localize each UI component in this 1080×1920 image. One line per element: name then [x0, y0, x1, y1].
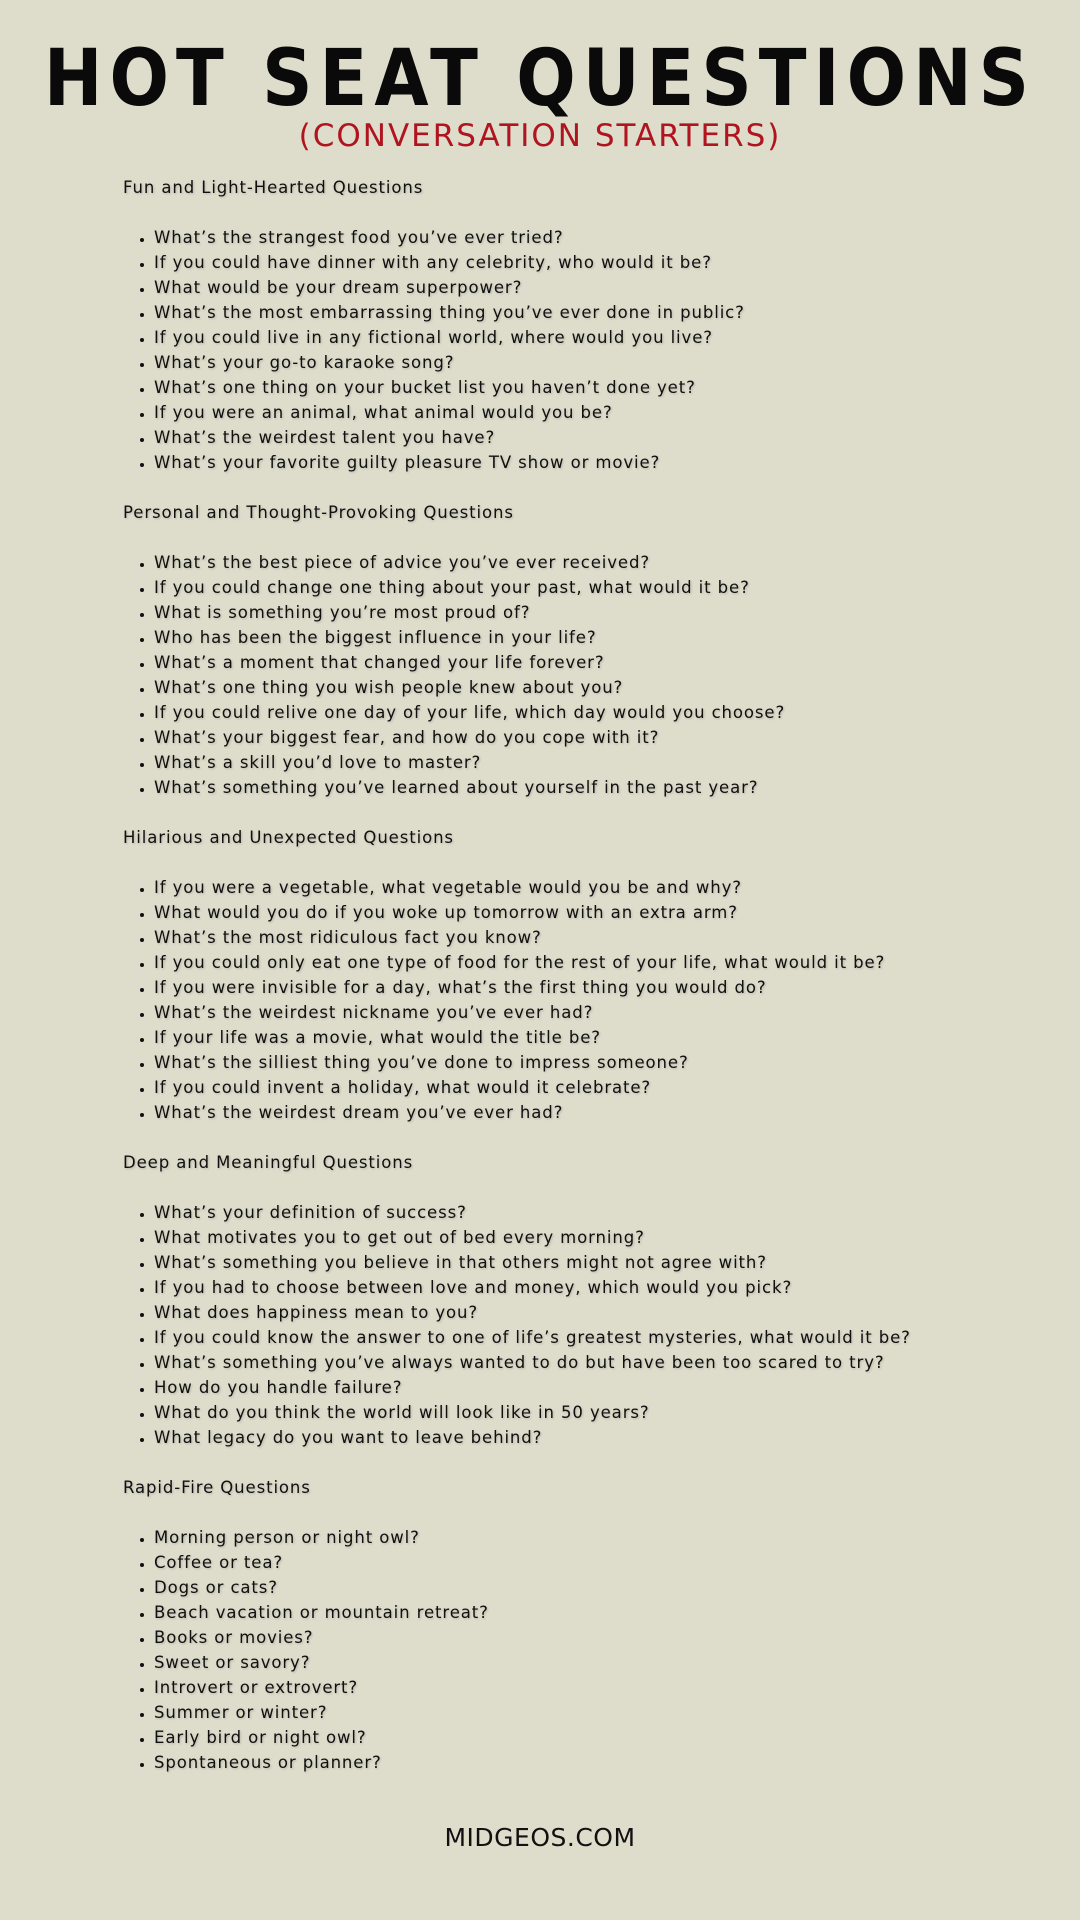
section-heading: Rapid-Fire Questions — [123, 1478, 311, 1497]
list-item: • What’s your biggest fear, and how do you cope with it? — [154, 725, 1043, 750]
section-hilarious-unexpected — [123, 825, 1043, 1125]
list-item: • What’s the best piece of advice you’ve ever received? — [154, 550, 1043, 575]
list-item: • If you could know the answer to one of life’s greatest mysteries, what would it be? — [154, 1325, 1043, 1350]
list-item: • If you could invent a holiday, what would it celebrate? — [154, 1075, 1043, 1100]
list-item: • Books or movies? — [154, 1625, 1043, 1650]
list-item: • What does happiness mean to you? — [154, 1300, 1043, 1325]
list-item: • Spontaneous or planner? — [154, 1750, 1043, 1775]
section-rapid-fire — [123, 1475, 1043, 1775]
question-list — [123, 1200, 1043, 1450]
section-heading: Deep and Meaningful Questions — [123, 1153, 414, 1172]
list-item: • What’s your favorite guilty pleasure TV show or movie? — [154, 450, 1043, 475]
list-item: • What’s the most ridiculous fact you know? — [154, 925, 1043, 950]
question-list — [123, 875, 1043, 1125]
list-item: • What legacy do you want to leave behind? — [154, 1425, 1043, 1450]
list-item: • What’s something you’ve always wanted to do but have been too scared to try? — [154, 1350, 1043, 1375]
list-item: • What’s a skill you’d love to master? — [154, 750, 1043, 775]
list-item: • What’s the weirdest nickname you’ve ever had? — [154, 1000, 1043, 1025]
list-item: • Dogs or cats? — [154, 1575, 1043, 1600]
list-item: • Summer or winter? — [154, 1700, 1043, 1725]
list-item: • Sweet or savory? — [154, 1650, 1043, 1675]
list-item: • Beach vacation or mountain retreat? — [154, 1600, 1043, 1625]
list-item: • What’s something you believe in that others might not agree with? — [154, 1250, 1043, 1275]
question-list — [123, 225, 1043, 475]
list-item: • If you could change one thing about your past, what would it be? — [154, 575, 1043, 600]
list-item: • What’s one thing you wish people knew about you? — [154, 675, 1043, 700]
list-item: • What’s the most embarrassing thing you’ve ever done in public? — [154, 300, 1043, 325]
list-item: • If you were an animal, what animal would you be? — [154, 400, 1043, 425]
list-item: • What would be your dream superpower? — [154, 275, 1043, 300]
list-item: • What’s the weirdest talent you have? — [154, 425, 1043, 450]
list-item: • What do you think the world will look like in 50 years? — [154, 1400, 1043, 1425]
site-footer: MIDGEOS.COM — [444, 1823, 636, 1852]
section-deep-meaningful — [123, 1150, 1043, 1450]
list-item: • What’s the weirdest dream you’ve ever had? — [154, 1100, 1043, 1125]
list-item: • If you could live in any fictional world, where would you live? — [154, 325, 1043, 350]
list-item: • What’s the strangest food you’ve ever tried? — [154, 225, 1043, 250]
list-item: • If your life was a movie, what would the title be? — [154, 1025, 1043, 1050]
page-subtitle: (CONVERSATION STARTERS) — [298, 118, 782, 154]
section-personal-thought-provoking — [123, 500, 1043, 800]
list-item: • What’s your definition of success? — [154, 1200, 1043, 1225]
section-heading: Fun and Light-Hearted Questions — [123, 178, 424, 197]
list-item: • If you could relive one day of your life, which day would you choose? — [154, 700, 1043, 725]
list-item: • What’s your go-to karaoke song? — [154, 350, 1043, 375]
list-item: • If you were invisible for a day, what’s the first thing you would do? — [154, 975, 1043, 1000]
section-fun-light-hearted — [123, 175, 1043, 475]
list-item: • Morning person or night owl? — [154, 1525, 1043, 1550]
list-item: • What’s one thing on your bucket list you haven’t done yet? — [154, 375, 1043, 400]
list-item: • If you had to choose between love and money, which would you pick? — [154, 1275, 1043, 1300]
section-heading: Personal and Thought-Provoking Questions — [123, 503, 514, 522]
section-heading: Hilarious and Unexpected Questions — [123, 828, 454, 847]
list-item: • What is something you’re most proud of? — [154, 600, 1043, 625]
list-item: • Who has been the biggest influence in your life? — [154, 625, 1043, 650]
list-item: • If you could have dinner with any celebrity, who would it be? — [154, 250, 1043, 275]
list-item: • What’s something you’ve learned about yourself in the past year? — [154, 775, 1043, 800]
list-item: • Coffee or tea? — [154, 1550, 1043, 1575]
question-list — [123, 1525, 1043, 1775]
list-item: • What’s the silliest thing you’ve done to impress someone? — [154, 1050, 1043, 1075]
list-item: • If you were a vegetable, what vegetable would you be and why? — [154, 875, 1043, 900]
list-item: • Introvert or extrovert? — [154, 1675, 1043, 1700]
question-list — [123, 550, 1043, 800]
list-item: • How do you handle failure? — [154, 1375, 1043, 1400]
list-item: • If you could only eat one type of food for the rest of your life, what would it be? — [154, 950, 1043, 975]
list-item: • What’s a moment that changed your life forever? — [154, 650, 1043, 675]
list-item: • What would you do if you woke up tomorrow with an extra arm? — [154, 900, 1043, 925]
list-item: • What motivates you to get out of bed every morning? — [154, 1225, 1043, 1250]
list-item: • Early bird or night owl? — [154, 1725, 1043, 1750]
page-title: HOT SEAT QUESTIONS — [43, 32, 1037, 124]
question-sections — [123, 175, 1043, 1800]
